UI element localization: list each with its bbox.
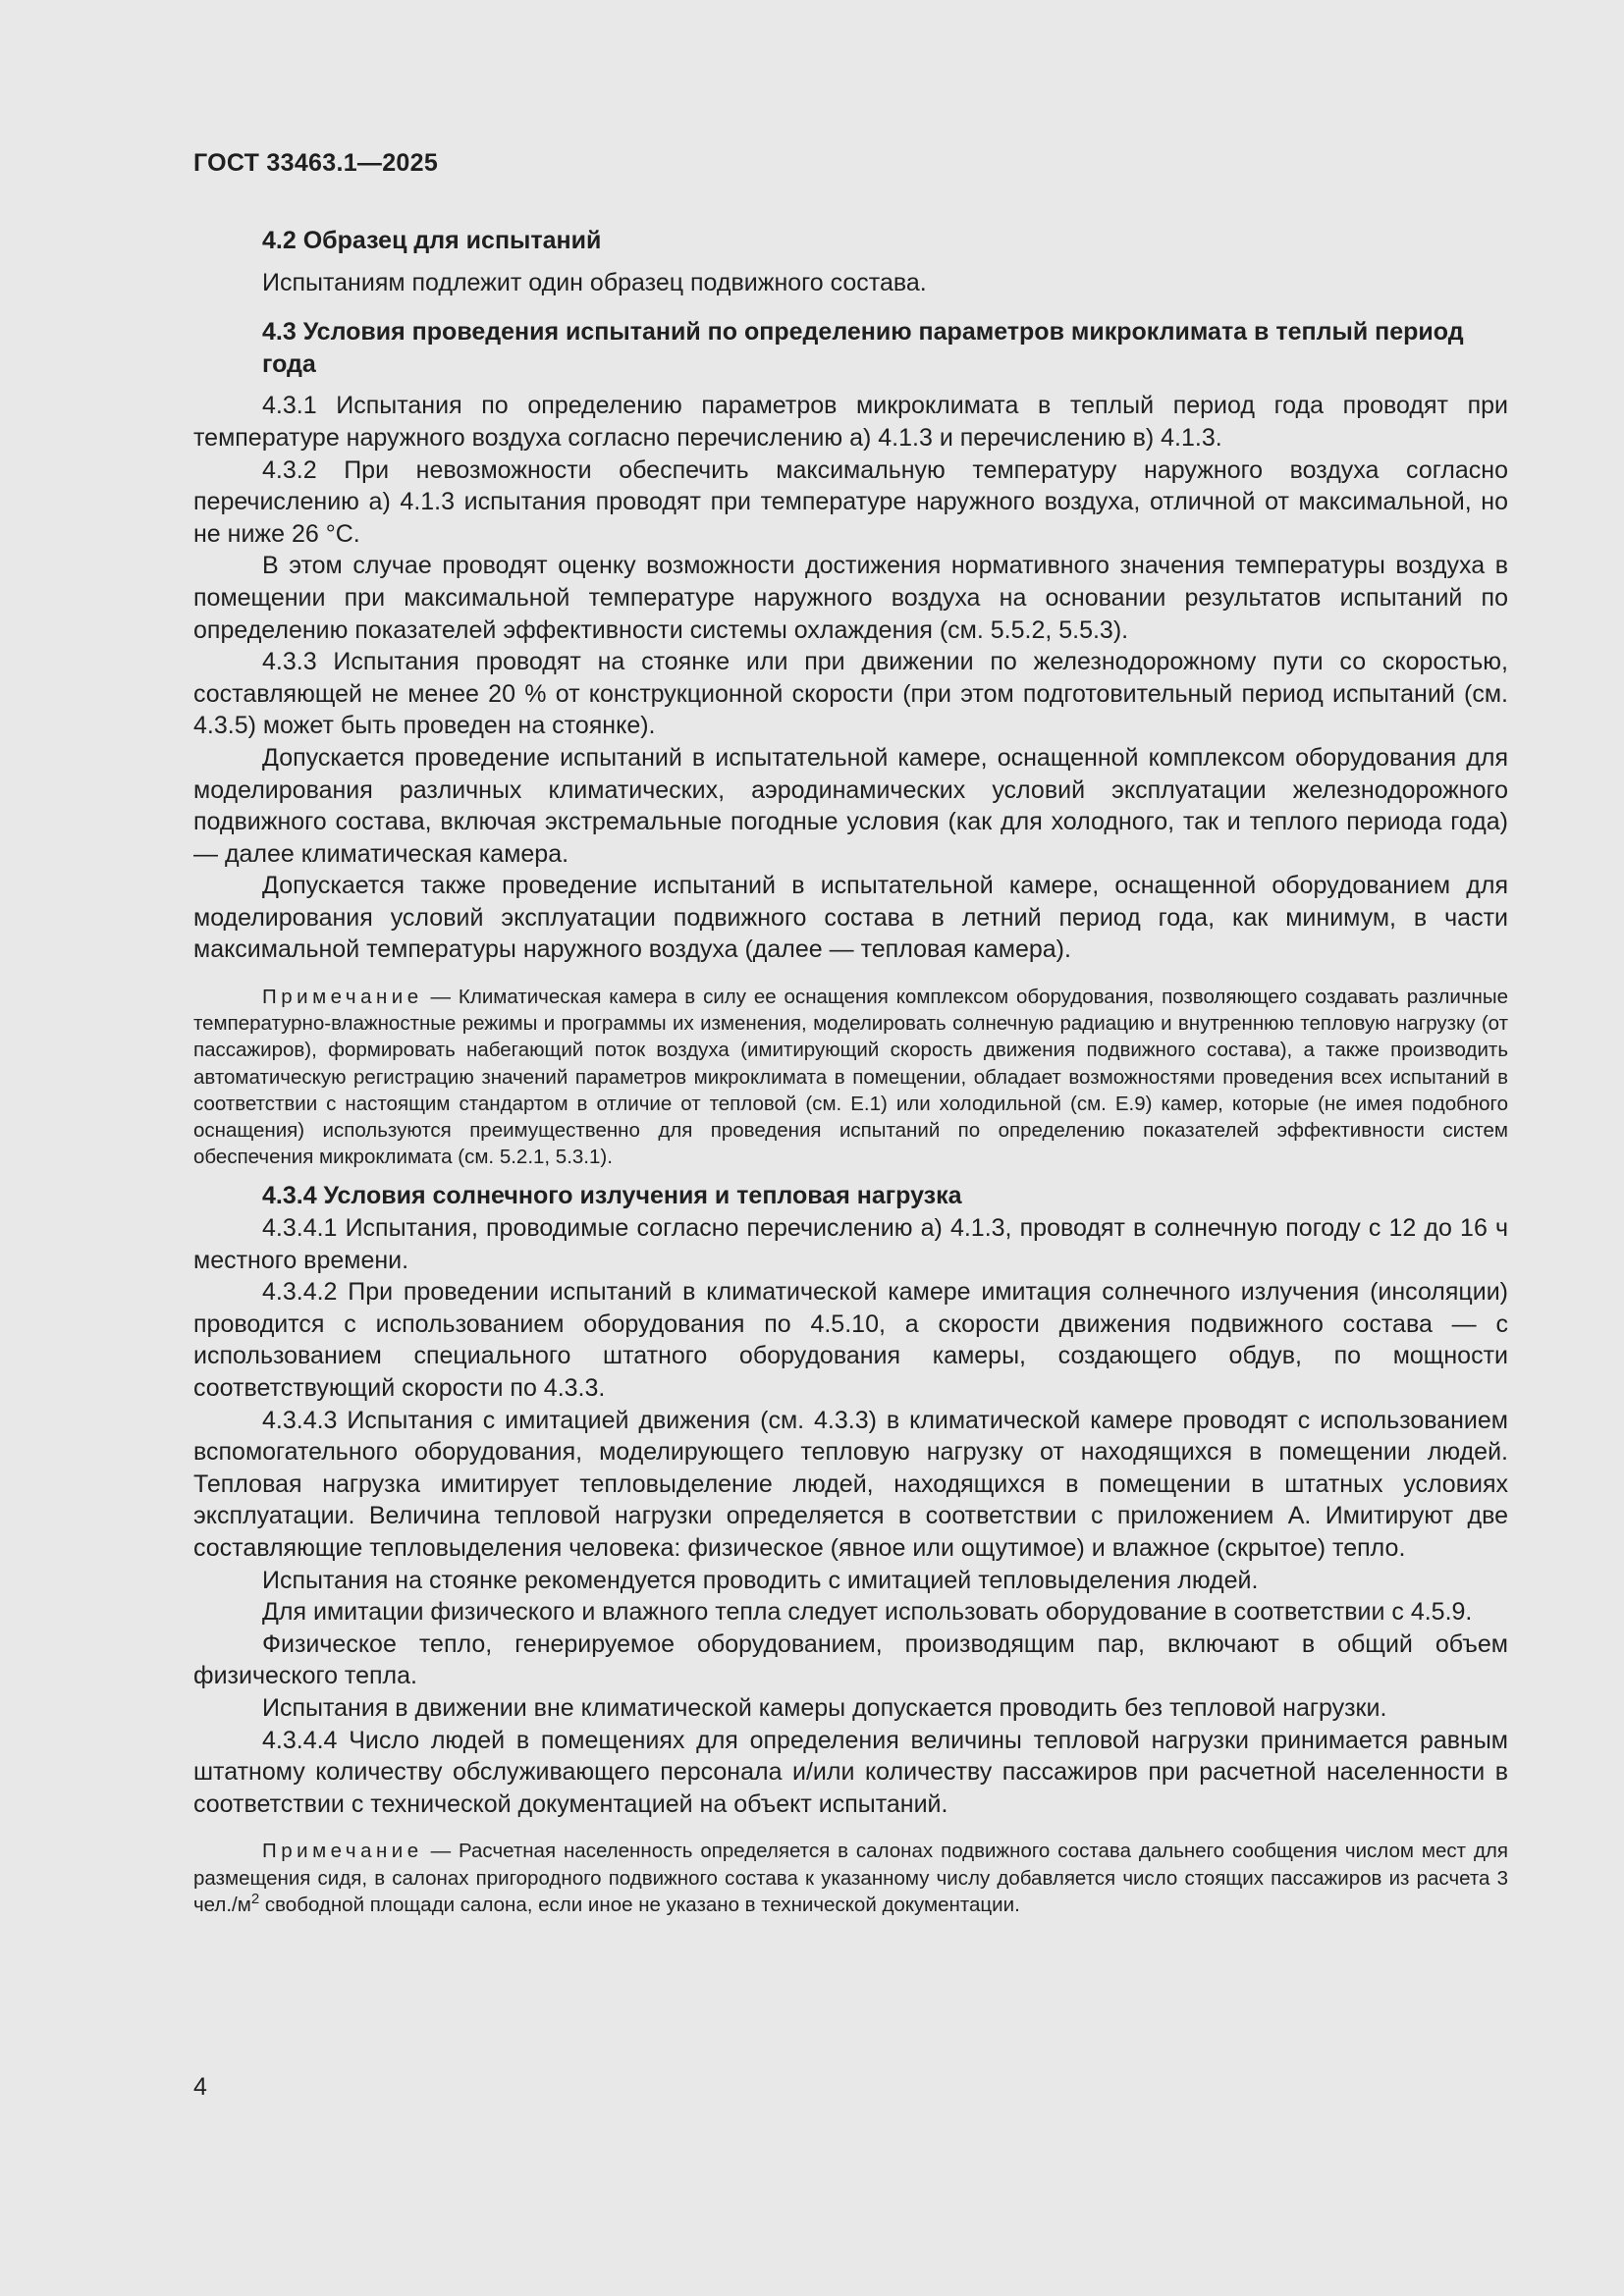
- section-4-3-4-title: 4.3.4 Условия солнечного излучения и тепловая нагрузка: [262, 1182, 962, 1210]
- section-4-2-text: Испытаниям подлежит один образец подвижного состава.: [262, 268, 927, 296]
- paragraph-4-3-2-continued: В этом случае проводят оценку возможности достижения нормативного значения температуры воздуха в помещении при максимальной температуре наружного воздуха на основании результатов испытаний по определению показателей эффективности системы охлаждения (см. 5.5.2, 5.5.3).: [193, 552, 1508, 644]
- note-label: Примечание: [262, 986, 423, 1009]
- paragraph-4-3-1: 4.3.1 Испытания по определению параметров микроклимата в теплый период года проводят при температуре наружного воздуха согласно перечислению а) 4.1.3 и перечислению в) 4.1.3.: [193, 392, 1508, 452]
- paragraph-4-3-4-3: 4.3.4.3 Испытания с имитацией движения (см. 4.3.3) в климатической камере проводят с использованием вспомогательного оборудования, моделирующего тепловую нагрузку от находящихся в помещении людей. Тепловая нагрузка имитирует тепловыделение людей, находящихся в помещении в штатных условиях эксплуатации. Величина тепловой нагрузки определяется в соответствии с приложением А. Имитируют две составляющие тепловыделения человека: физическое (явное или ощутимое) и влажное (скрытое) тепло.: [193, 1406, 1508, 1563]
- paragraph-4-3-4-4: 4.3.4.4 Число людей в помещениях для определения величины тепловой нагрузки принимается равным штатному количеству обслуживающего персонала и/или количеству пассажиров при расчетной населенности в соответствии с технической документацией на объект испытаний.: [193, 1726, 1508, 1818]
- note-text-a: — Расчетная населенность определяется в салонах подвижного состава дальнего сообщения числом мест для размещения сидя, в салонах пригородного подвижного состава к указанному числу добавляется число стоящих пассажиров из расчета 3 чел./м: [193, 1840, 1508, 1916]
- paragraph-4-3-4-2: 4.3.4.2 При проведении испытаний в климатической камере имитация солнечного излучения (инсоляции) проводится с использованием оборудования по 4.5.10, а скорости движения подвижного состава — с использованием специального штатного оборудования камеры, создающего обдув, по мощности соответствующий скорости по 4.3.3.: [193, 1278, 1508, 1403]
- note-text-b: свободной площади салона, если иное не указано в технической документации.: [259, 1893, 1020, 1916]
- note-occupancy: [193, 1838, 1508, 1918]
- paragraph-4-3-4-3-steam: Физическое тепло, генерируемое оборудованием, производящим пар, включают в общий объем физического тепла.: [193, 1629, 1508, 1690]
- note-text: — Климатическая камера в силу ее оснащения комплексом оборудования, позволяющего создавать различные температурно-влажностные режимы и программы их изменения, моделировать солнечную радиацию и внутреннюю тепловую нагрузку (от пассажиров), формировать набегающий поток воздуха (имитирующий скорость движения подвижного состава), а также производить автоматическую регистрацию значений параметров микроклимата в помещении, обладает возможностями проведения всех испытаний в соответствии с настоящим стандартом в отличие от тепловой (см. Е.1) или холодильной (см. Е.9) камер, которые (не имея подобного оснащения) используются преимущественно для проведения испытаний по определению показателей эффективности систем обеспечения микроклимата (см. 5.2.1, 5.3.1).: [193, 986, 1508, 1169]
- paragraph-4-3-4-3-equipment: Для имитации физического и влажного тепла следует использовать оборудование в соответствии с 4.5.9.: [262, 1598, 1473, 1627]
- document-header: ГОСТ 33463.1—2025: [193, 149, 439, 177]
- paragraph-4-3-4-3-motion: Испытания в движении вне климатической камеры допускается проводить без тепловой нагрузки.: [262, 1693, 1387, 1722]
- page-number: 4: [193, 2073, 207, 2101]
- paragraph-4-3-4-3-parking: Испытания на стоянке рекомендуется проводить с имитацией тепловыделения людей.: [262, 1566, 1259, 1594]
- paragraph-4-3-2: 4.3.2 При невозможности обеспечить максимальную температуру наружного воздуха согласно перечислению а) 4.1.3 испытания проводят при температуре наружного воздуха, отличной от максимальной, но не ниже 26 °С.: [193, 455, 1508, 548]
- section-4-2-title: 4.2 Образец для испытаний: [262, 227, 602, 254]
- superscript: 2: [250, 1890, 260, 1907]
- note-label: Примечание: [262, 1840, 423, 1863]
- section-4-3-title: 4.3 Условия проведения испытаний по определению параметров микроклимата в теплый период года: [262, 318, 1464, 378]
- note-climate-chamber: [193, 984, 1508, 1170]
- paragraph-4-3-4-1: 4.3.4.1 Испытания, проводимые согласно перечислению а) 4.1.3, проводят в солнечную погоду с 12 до 16 ч местного времени.: [193, 1214, 1508, 1274]
- paragraph-4-3-3-climate-chamber: Допускается проведение испытаний в испытательной камере, оснащенной комплексом оборудования для моделирования различных климатических, аэродинамических условий эксплуатации железнодорожного подвижного состава, включая экстремальные погодные условия (как для холодного, так и теплого периода года) — далее климатическая камера.: [193, 743, 1508, 868]
- paragraph-4-3-3-heat-chamber: Допускается также проведение испытаний в испытательной камере, оснащенной оборудованием для моделирования условий эксплуатации подвижного состава в летний период года, как минимум, в части максимальной температуры наружного воздуха (далее — тепловая камера).: [193, 872, 1508, 964]
- paragraph-4-3-3: 4.3.3 Испытания проводят на стоянке или при движении по железнодорожному пути со скоростью, составляющей не менее 20 % от конструкционной скорости (при этом подготовительный период испытаний (см. 4.3.5) может быть проведен на стоянке).: [193, 648, 1508, 740]
